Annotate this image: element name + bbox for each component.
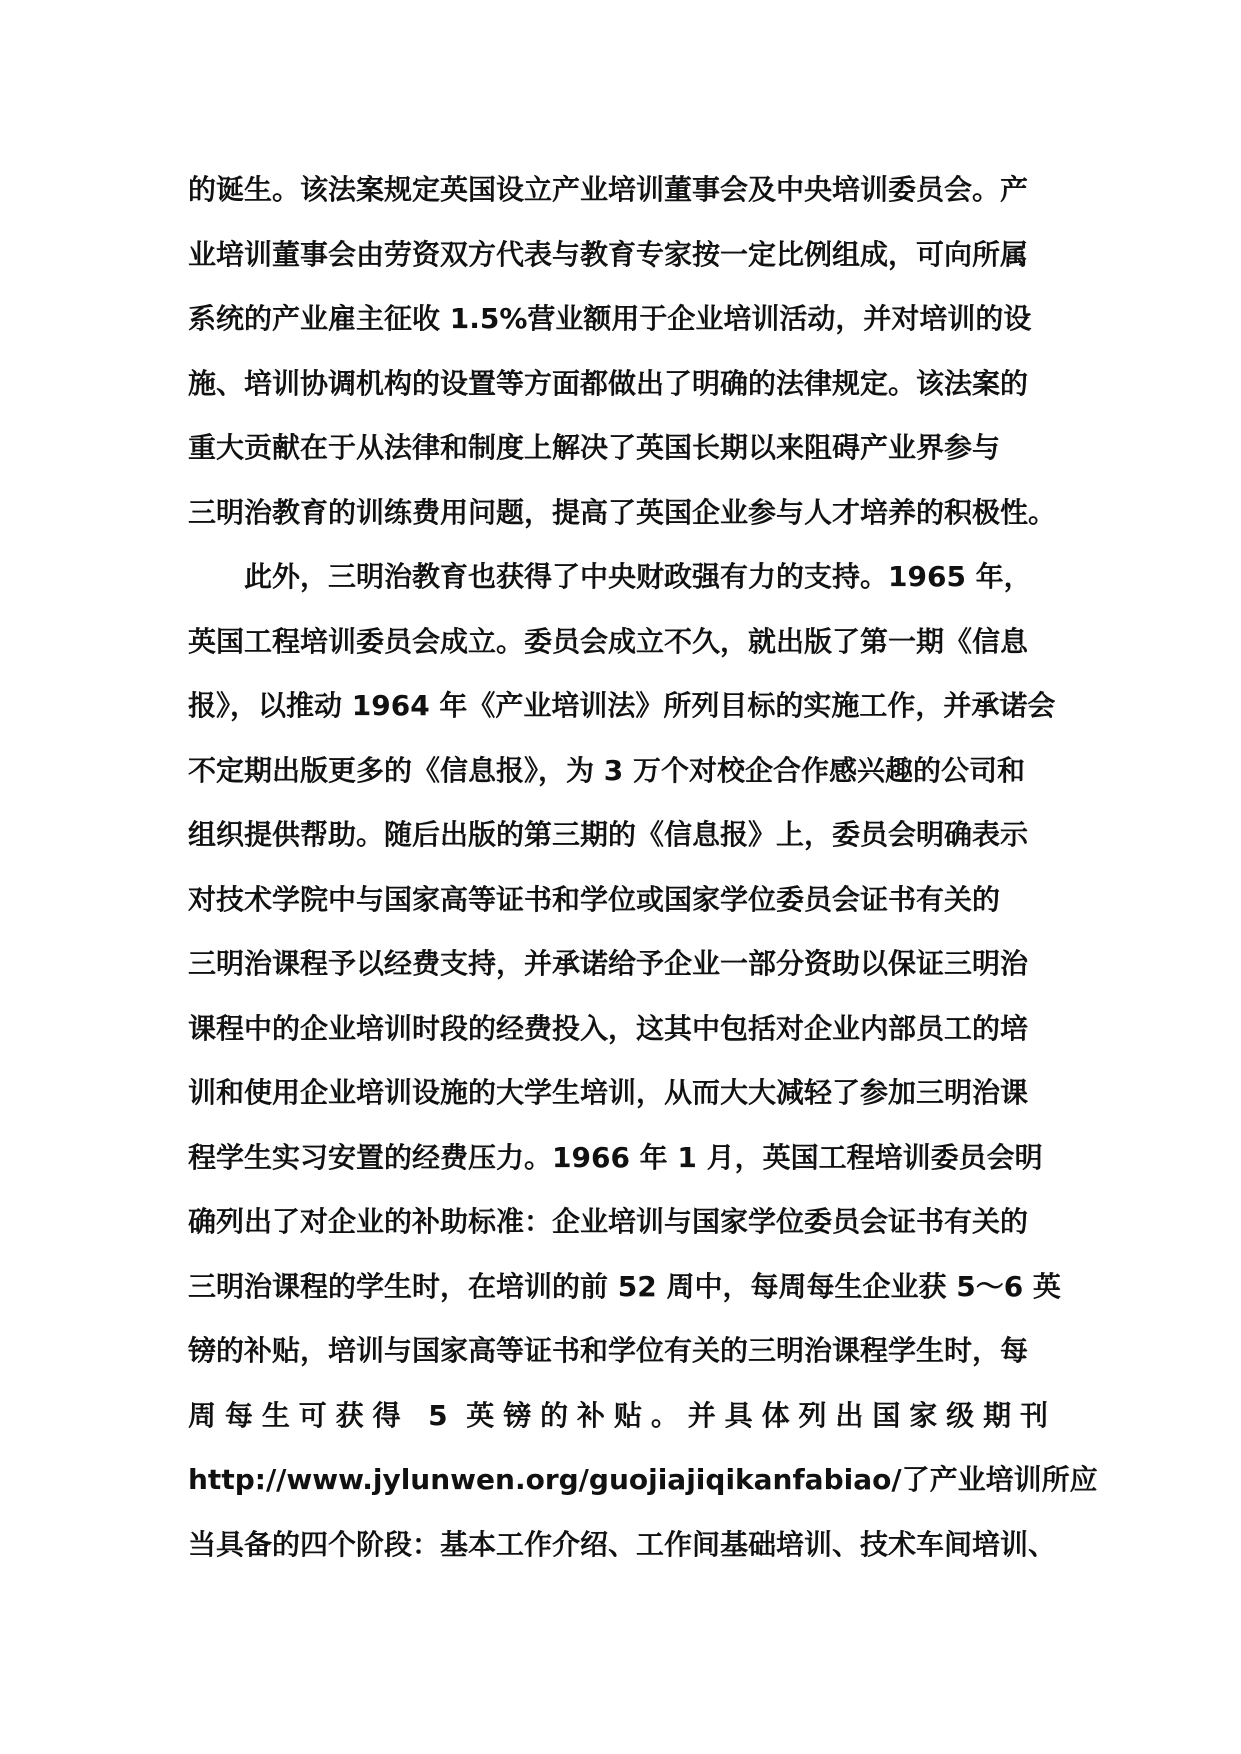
text-line: 对技术学院中与国家高等证书和学位或国家学位委员会证书有关的 xyxy=(188,882,1001,916)
text-line: 当具备的四个阶段：基本工作介绍、工作间基础培训、技术车间培训、 xyxy=(188,1527,1057,1561)
text-line: 三明治课程的学生时，在培训的前 52 周中，每周每生企业获 5～6 英 xyxy=(188,1269,1061,1303)
text-line: 程学生实习安置的经费压力。1966 年 1 月，英国工程培训委员会明 xyxy=(188,1140,1043,1174)
text-line: 确列出了对企业的补助标准：企业培训与国家学位委员会证书有关的 xyxy=(188,1205,1029,1238)
text-line: 报》，以推动 1964 年《产业培训法》所列目标的实施工作，并承诺会 xyxy=(188,689,1056,722)
text-line: 课程中的企业培训时段的经费投入，这其中包括对企业内部员工的培 xyxy=(188,1011,1029,1045)
text-line: 施、培训协调机构的设置等方面都做出了明确的法律规定。该法案的 xyxy=(188,366,1029,400)
text-line: 英国工程培训委员会成立。委员会成立不久，就出版了第一期《信息 xyxy=(188,624,1029,658)
url-line: http://www.jylunwen.org/guojiajiqikanfabiao/了产业培训所应 xyxy=(188,1463,1098,1496)
text-line: 重大贡献在于从法律和制度上解决了英国长期以来阻碍产业界参与 xyxy=(188,431,1001,464)
text-line: 不定期出版更多的《信息报》，为 3 万个对校企合作感兴趣的公司和 xyxy=(188,753,1025,787)
text-line: 系统的产业雇主征收 1.5%营业额用于企业培训活动，并对培训的设 xyxy=(188,302,1032,335)
document-body xyxy=(188,158,1098,1577)
text-line: 三明治课程予以经费支持，并承诺给予企业一部分资助以保证三明治 xyxy=(188,947,1029,980)
text-line: 训和使用企业培训设施的大学生培训，从而大大减轻了参加三明治课 xyxy=(188,1076,1029,1109)
text-line: 周每生可获得 5 英镑的补贴。并具体列出国家级期刊 xyxy=(188,1398,1048,1432)
paragraph-start-line: 此外，三明治教育也获得了中央财政强有力的支持。1965 年， xyxy=(244,560,1032,593)
text-line: 组织提供帮助。随后出版的第三期的《信息报》上，委员会明确表示 xyxy=(188,818,1029,851)
text-line: 三明治教育的训练费用问题，提高了英国企业参与人才培养的积极性。 xyxy=(188,495,1057,529)
text-line: 的诞生。该法案规定英国设立产业培训董事会及中央培训委员会。产 xyxy=(188,173,1029,206)
text-line: 业培训董事会由劳资双方代表与教育专家按一定比例组成，可向所属 xyxy=(188,237,1029,271)
text-line: 镑的补贴，培训与国家高等证书和学位有关的三明治课程学生时，每 xyxy=(188,1334,1029,1367)
